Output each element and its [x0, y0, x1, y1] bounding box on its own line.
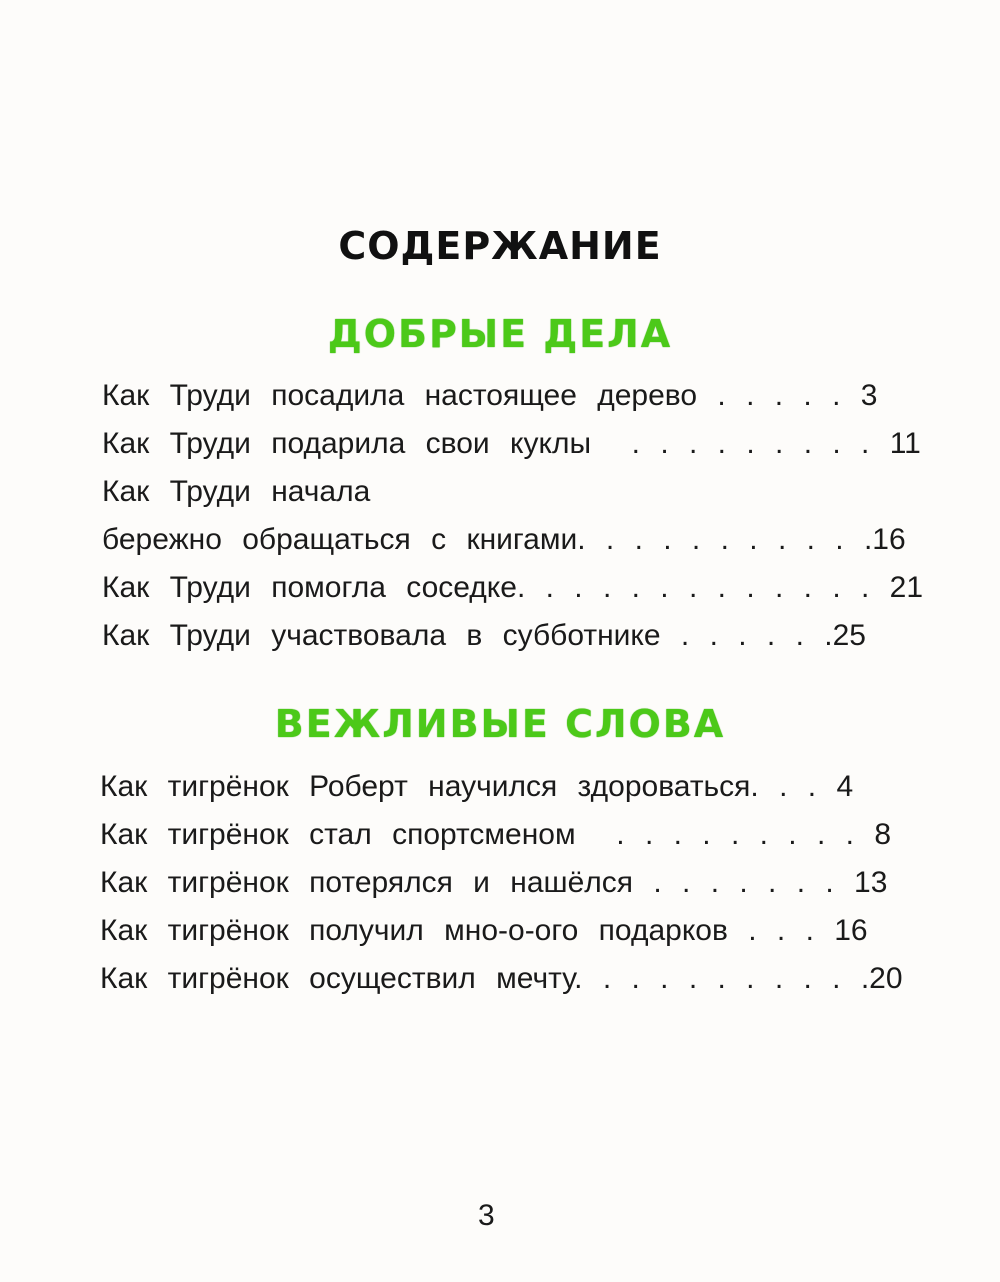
toc-entry: Как Труди помогла соседке. . . . . . . . . . . . . 21	[102, 571, 924, 604]
toc-entry: Как тигрёнок стал спортсменом . . . . . . . . . 8	[100, 818, 891, 851]
toc-entry: Как Труди начала	[102, 475, 371, 508]
page-number: 3	[478, 1199, 495, 1232]
toc-entry: Как тигрёнок осуществил мечту. . . . . . . . . . .20	[100, 962, 903, 995]
toc-entry: Как тигрёнок потерялся и нашёлся . . . . . . . 13	[100, 866, 888, 899]
toc-entry: Как Труди участвовала в субботнике . . . . . .25	[102, 619, 866, 652]
section-title-good-deeds: ДОБРЫЕ ДЕЛА	[327, 312, 673, 356]
page-title: СОДЕРЖАНИЕ	[338, 224, 662, 268]
section-title-polite-words: ВЕЖЛИВЫЕ СЛОВА	[274, 702, 726, 746]
toc-entry: бережно обращаться с книгами. . . . . . . . . . .16	[102, 523, 906, 556]
toc-entry: Как Труди подарила свои куклы . . . . . . . . . 11	[102, 427, 921, 460]
toc-entry: Как тигрёнок получил мно-о-ого подарков . . . 16	[100, 914, 868, 947]
toc-entry: Как Труди посадила настоящее дерево . . . . . 3	[102, 379, 878, 412]
toc-entry: Как тигрёнок Роберт научился здороваться. . . 4	[100, 770, 854, 803]
